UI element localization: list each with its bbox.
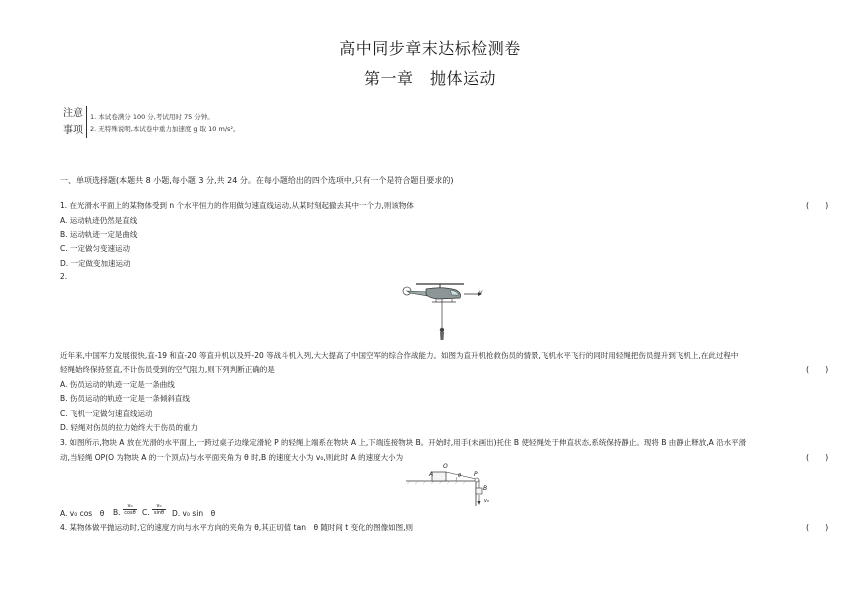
q3-option-c-numerator: v₀ xyxy=(152,503,166,510)
helicopter-figure xyxy=(398,278,488,344)
pulley-figure xyxy=(404,464,494,510)
q2-option-b: B. 伤员运动的轨迹一定是一条倾斜直线 xyxy=(60,394,190,403)
q3-figure-label-theta: θ xyxy=(458,473,462,479)
q3-option-c-fraction xyxy=(152,503,166,516)
q3-option-c-prefix: C. xyxy=(142,508,150,517)
section-heading: 一、单项选择题(本题共 8 小题,每小题 3 分,共 24 分。在每小题给出的四个选项中,只有一个是符合题目要求的) xyxy=(60,176,454,185)
note-item-2: 2. 无特殊说明,本试卷中重力加速度 g 取 10 m/s²。 xyxy=(90,125,240,133)
q3-figure-label-p: P xyxy=(474,471,478,478)
q1-option-d: D. 一定做变加速运动 xyxy=(60,259,131,268)
q3-option-b-fraction xyxy=(123,503,137,516)
q3-option-b-denominator: cosθ xyxy=(124,510,136,516)
q1-stem: 1. 在光滑水平面上的某物体受到 n 个水平恒力的作用做匀速直线运动,从某时刻起撤去其中一个力,则该物体 xyxy=(60,201,414,210)
q3-answer-paren: ( ) xyxy=(806,453,829,462)
q2-stem-line2: 轻绳始终保持竖直,不计伤员受到的空气阻力,则下列判断正确的是 xyxy=(60,365,275,374)
notes-label-line2: 事项 xyxy=(63,125,83,136)
notes-label-line1: 注意 xyxy=(63,108,83,119)
q1-option-a: A. 运动轨迹仍然是直线 xyxy=(60,216,138,225)
q3-figure-label-a: A xyxy=(429,471,434,478)
q2-figure-velocity-label: v xyxy=(479,289,483,296)
q3-option-d: D. v₀ sin θ xyxy=(172,509,216,518)
q3-option-b-numerator: v₀ xyxy=(123,503,137,510)
q3-option-c-denominator: sinθ xyxy=(153,510,165,516)
q1-option-b: B. 运动轨迹一定是曲线 xyxy=(60,230,138,239)
page-title: 高中同步章末达标检测卷 xyxy=(339,39,521,58)
q2-stem-line1: 近年来,中国军力发展很快,直-19 和直-20 等直升机以及歼-20 等战斗机入列,大大提高了中国空军的综合作战能力。如图为直升机抢救伤员的情景,飞机水平飞行的同时用轻绳把伤员提升到飞机上,在此过程中 xyxy=(60,351,739,360)
q2-answer-paren: ( ) xyxy=(806,365,829,374)
q3-figure-label-v: v₀ xyxy=(484,498,489,504)
chapter-title: 第一章 抛体运动 xyxy=(363,69,496,88)
q2-option-d: D. 轻绳对伤员的拉力始终大于伤员的重力 xyxy=(60,423,199,432)
q3-stem-line2: 动,当轻绳 OP(O 为物块 A 的一个顶点)与水平面夹角为 θ 时,B 的速度大小为 v₀,则此时 A 的速度大小为 xyxy=(60,453,404,462)
notes-divider xyxy=(86,106,87,138)
q3-option-b-prefix: B. xyxy=(113,508,121,517)
q4-stem: 4. 某物体做平抛运动时,它的速度方向与水平方向的夹角为 θ,其正切值 tan θ 随时间 t 变化的图像如图,则 xyxy=(60,523,414,532)
q2-option-a: A. 伤员运动的轨迹一定是一条曲线 xyxy=(60,380,175,389)
q4-answer-paren: ( ) xyxy=(806,523,829,532)
note-item-1: 1. 本试卷满分 100 分,考试用时 75 分钟。 xyxy=(90,113,214,121)
q3-stem-line1: 3. 如图所示,物块 A 放在光滑的水平面上,一跨过桌子边缘定滑轮 P 的轻绳上端系在物块 A 上,下端连接物块 B。开始时,用手(未画出)托住 B 使轻绳处于伸直状态,系统保持静止。现将 B 由静止释放,A 沿水平滑 xyxy=(60,438,747,447)
q3-figure-label-b: B xyxy=(483,485,488,492)
q3-figure-label-o: O xyxy=(443,463,448,470)
q1-option-c: C. 一定做匀变速运动 xyxy=(60,244,131,253)
q1-answer-paren: ( ) xyxy=(806,201,829,210)
q3-option-a: A. v₀ cos θ xyxy=(60,509,105,518)
q2-option-c: C. 飞机一定做匀速直线运动 xyxy=(60,409,153,418)
q2-number: 2. xyxy=(60,272,68,281)
